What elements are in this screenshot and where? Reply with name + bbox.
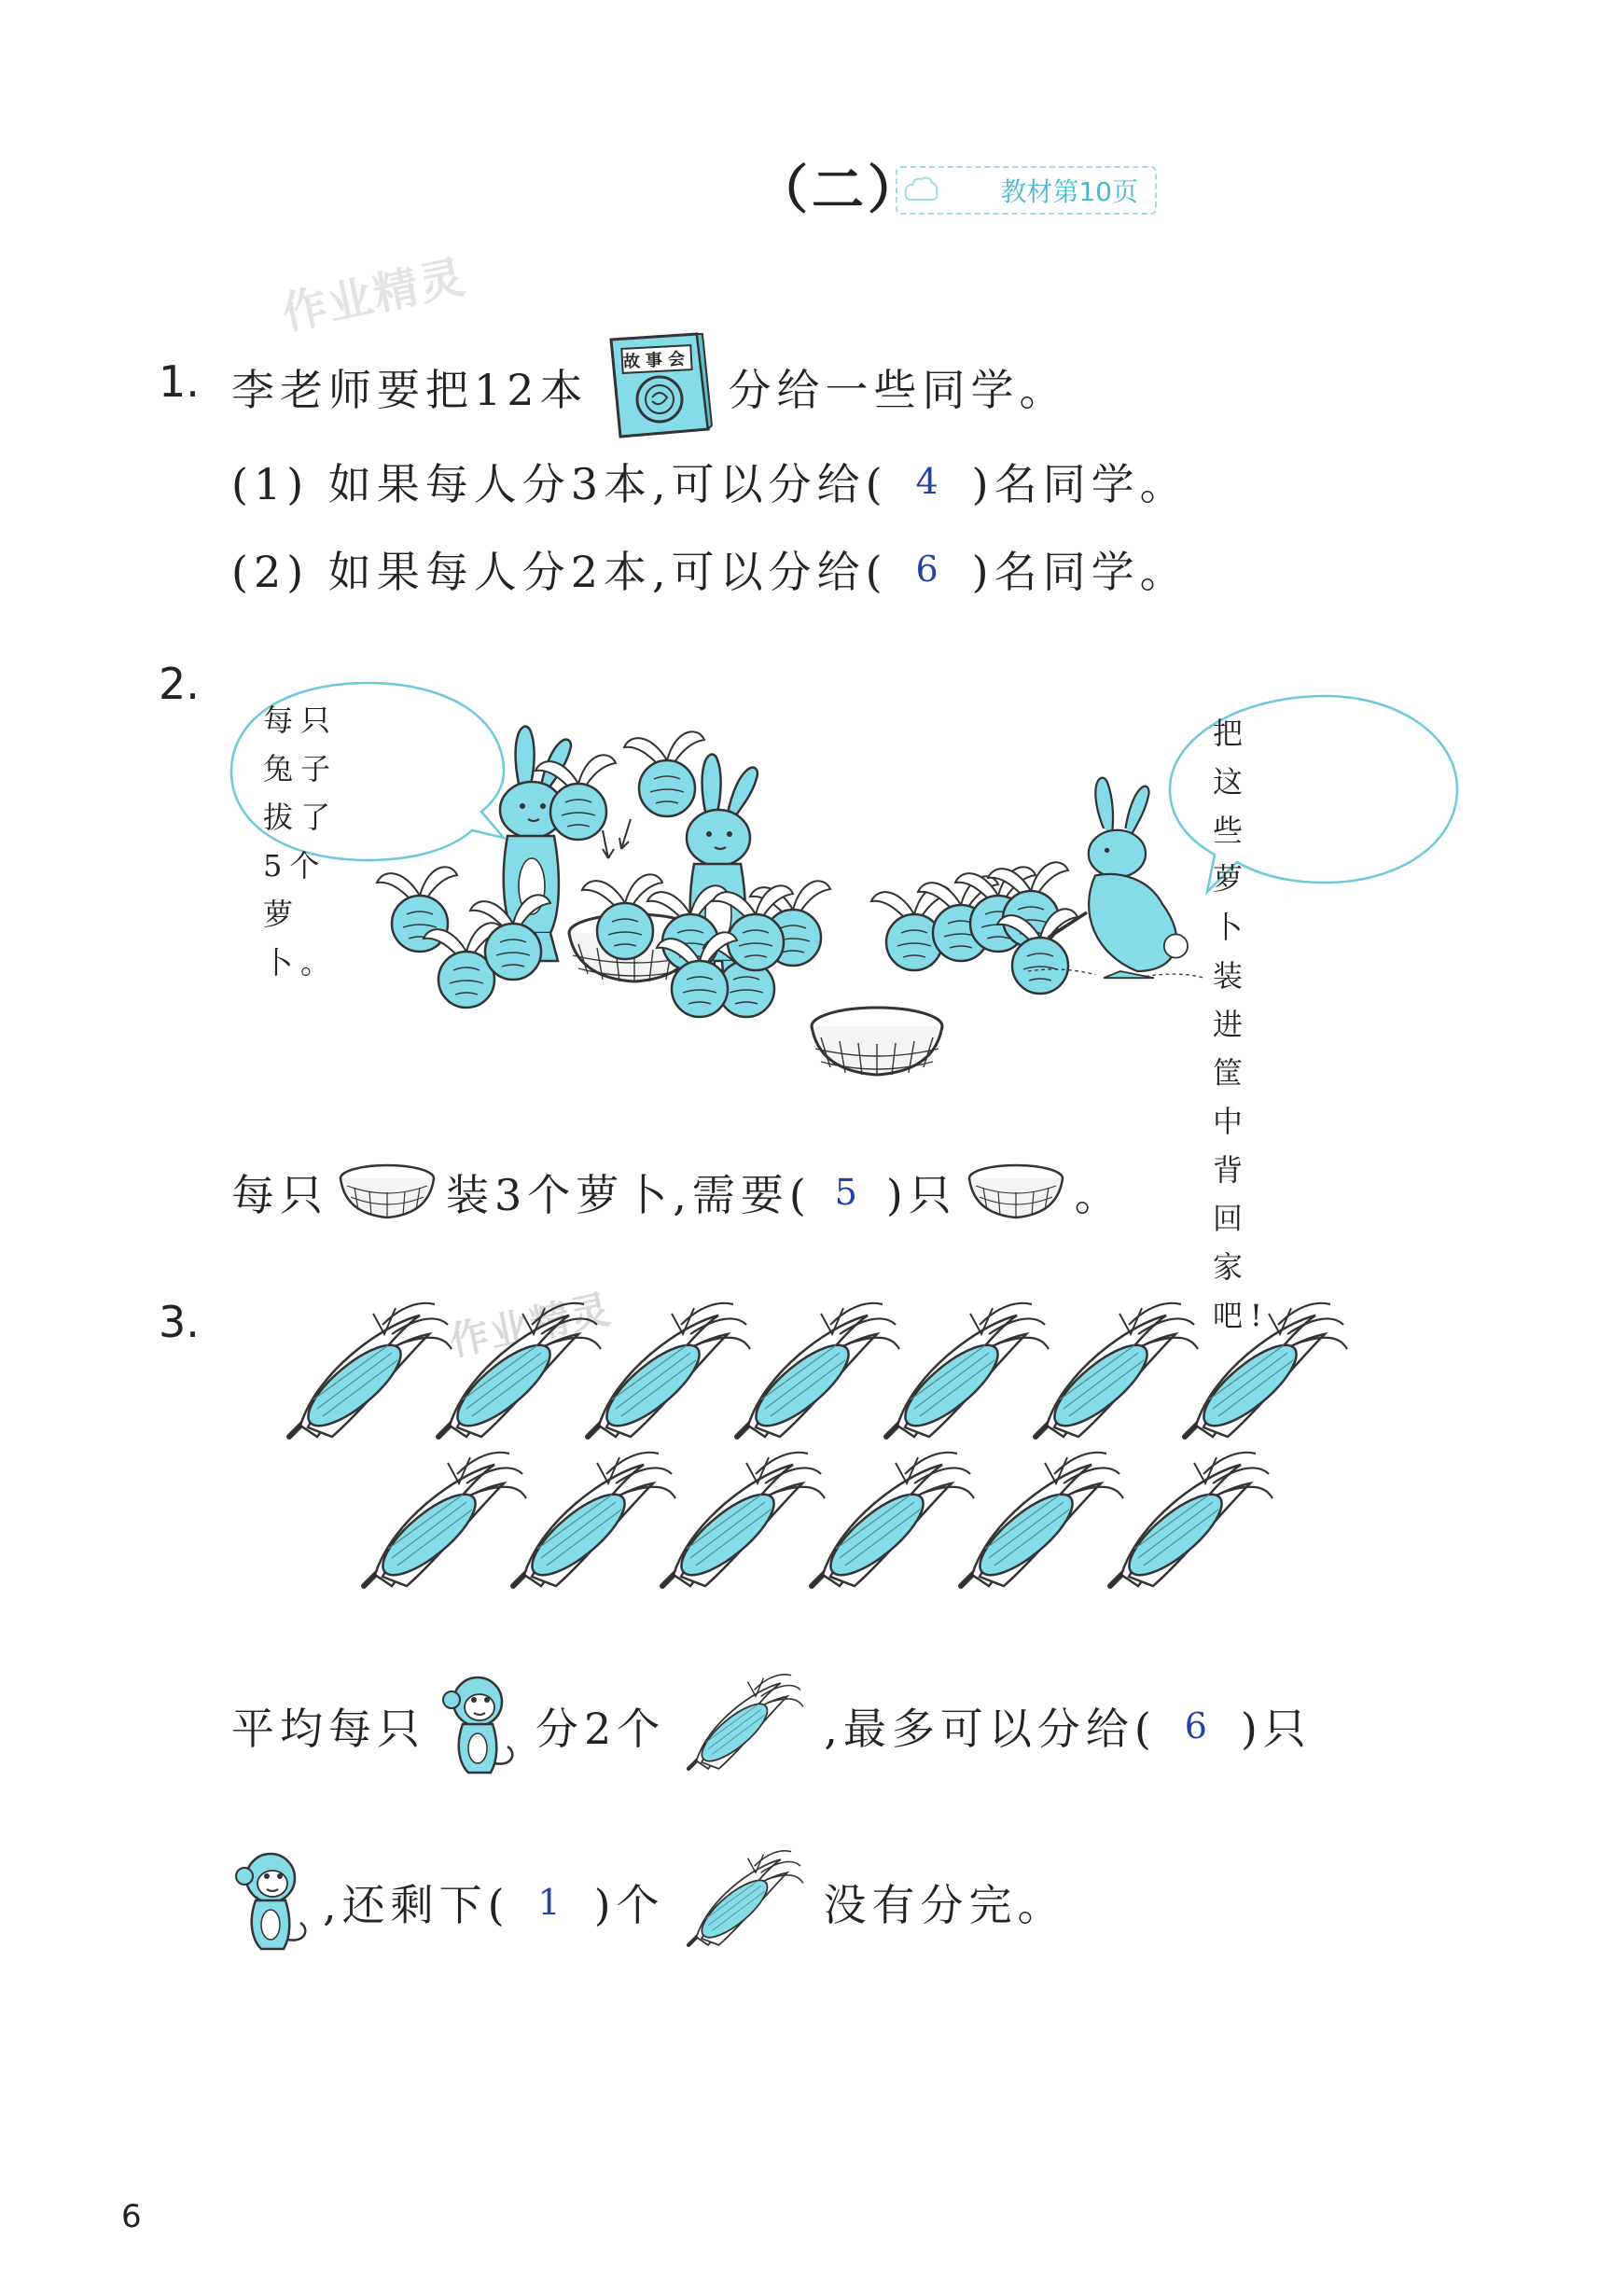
answer-q3-2[interactable]: 1: [537, 1882, 566, 1923]
textbook-ref-tag: [896, 166, 1157, 215]
bubble-right-line-2: 装进筐中背: [1213, 958, 1251, 1188]
question-1-sub-1: [231, 453, 1189, 509]
bubble-right-line-1: 把这些萝卜: [1213, 716, 1251, 945]
answer-q3-1[interactable]: 6: [1184, 1705, 1213, 1746]
question-2-number: 2.: [159, 659, 200, 709]
monkey-icon: [438, 1670, 522, 1782]
book-label: 故事会: [622, 349, 691, 372]
q1-sub1-prefix: (1) 如果每人分3本,可以分给(: [231, 459, 888, 509]
basket-icon: [336, 1160, 438, 1225]
question-1-number: 1.: [159, 356, 200, 407]
page-number: 6: [121, 2198, 142, 2235]
q2-sentence-a: 每只: [231, 1170, 328, 1220]
watermark-2: 作业精灵: [445, 1286, 616, 1365]
corn-icon: [674, 1670, 814, 1782]
book-icon: [604, 332, 714, 442]
q3-line1-c: ,最多可以分给(: [824, 1704, 1157, 1754]
bubble-left-line-2: 拔了5个: [263, 800, 339, 884]
textbook-ref-text: 教材第10页: [1000, 176, 1138, 207]
q1-stem-a: 李老师要把12本: [231, 365, 589, 415]
question-3-line-1: [231, 1670, 1312, 1782]
cloud-icon: [903, 174, 940, 207]
q2-sentence-b: 装3个萝卜,需要(: [446, 1170, 812, 1220]
basket-icon-2: [965, 1160, 1067, 1225]
question-3-line-2: [231, 1842, 1066, 1963]
answer-q2[interactable]: 5: [834, 1172, 863, 1213]
question-1-sub-2: [231, 541, 1189, 597]
q1-sub2-suffix: )名同学。: [971, 547, 1189, 597]
q1-stem-b: 分给一些同学。: [728, 365, 1068, 415]
question-2-sentence: [231, 1155, 1123, 1230]
corn-icon-2: [674, 1846, 814, 1958]
watermark: 作业精灵: [277, 250, 471, 341]
q3-line2-c: 没有分完。: [823, 1880, 1066, 1930]
bubble-left-line-1: 每只兔子: [263, 703, 339, 786]
q2-sentence-c: )只: [885, 1170, 957, 1220]
monkey-icon-2: [231, 1842, 315, 1963]
answer-q1-1[interactable]: 4: [915, 461, 944, 502]
bubble-right-line-3: 回家吧!: [1213, 1201, 1270, 1333]
q2-sentence-d: 。: [1074, 1170, 1123, 1220]
answer-q1-2[interactable]: 6: [915, 549, 944, 590]
q3-line2-b: )个: [593, 1880, 665, 1930]
q3-line1-d: )只: [1240, 1704, 1312, 1754]
corn-illustration: [271, 1287, 1371, 1614]
q3-line2-a: ,还剩下(: [323, 1880, 510, 1930]
question-1-stem: [231, 345, 1068, 429]
radish-scene-illustration: [345, 709, 1222, 1120]
q1-sub1-suffix: )名同学。: [971, 459, 1189, 509]
section-title: （二）: [756, 160, 924, 221]
bubble-left-line-3: 萝卜。: [263, 897, 339, 981]
q1-sub2-prefix: (2) 如果每人分2本,可以分给(: [231, 547, 888, 597]
q3-line1-a: 平均每只: [231, 1704, 425, 1754]
q3-line1-b: 分2个: [535, 1704, 666, 1754]
question-3-number: 3.: [159, 1297, 200, 1347]
